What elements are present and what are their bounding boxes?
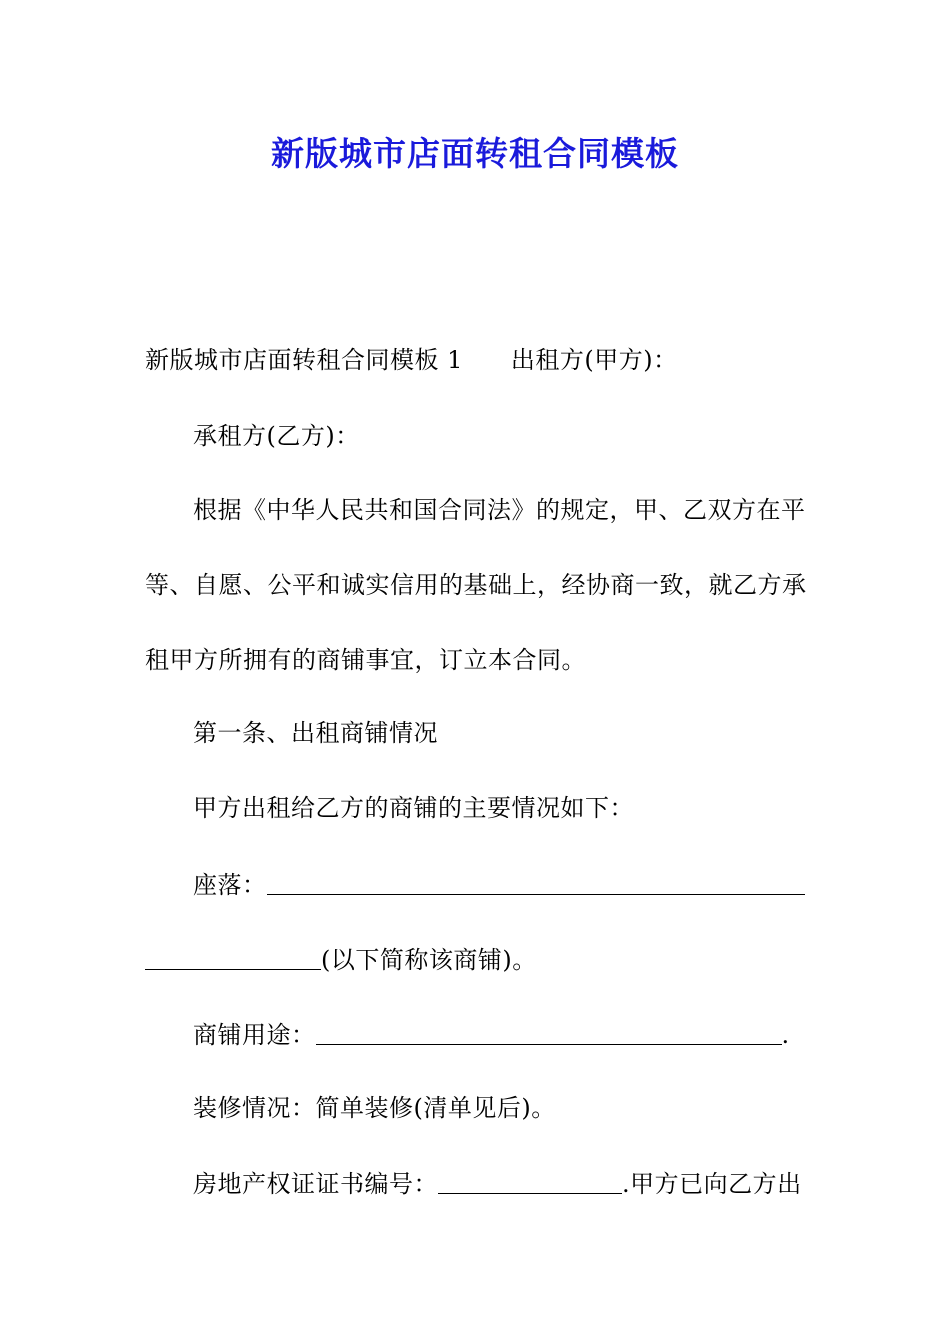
paragraph-preamble-line-3: 租甲方所拥有的商铺事宜，订立本合同。 — [145, 646, 586, 674]
location-continuation-line — [145, 943, 537, 975]
shop-situation-intro: 甲方出租给乙方的商铺的主要情况如下： — [193, 794, 634, 822]
location-blank-continued[interactable] — [145, 945, 321, 970]
location-line — [193, 868, 805, 900]
shop-usage-period: . — [781, 1021, 790, 1049]
paragraph-heading-line — [145, 345, 678, 375]
location-blank[interactable] — [267, 870, 805, 895]
lessee-label: 承租方(乙方)： — [193, 422, 360, 450]
property-certificate-tail: .甲方已向乙方出 — [622, 1170, 802, 1198]
paragraph-preamble-line-2: 等、自愿、公平和诚实信用的基础上，经协商一致，就乙方承 — [145, 571, 807, 599]
property-certificate-label: 房地产权证证书编号： — [193, 1170, 438, 1198]
lessor-label: 出租方(甲方)： — [510, 346, 678, 374]
article-one-heading: 第一条、出租商铺情况 — [193, 719, 438, 747]
location-label: 座落： — [193, 871, 267, 899]
shop-usage-blank[interactable] — [316, 1020, 782, 1045]
shop-usage-label: 商铺用途： — [193, 1021, 316, 1049]
shop-usage-line — [193, 1018, 790, 1050]
document-title: 新版城市店面转租合同模板 — [271, 134, 679, 173]
property-certificate-line — [193, 1167, 802, 1199]
template-number-text: 新版城市店面转租合同模板 1 — [145, 346, 463, 374]
decoration-status-line: 装修情况：简单装修(清单见后)。 — [193, 1094, 556, 1122]
paragraph-preamble-line-1: 根据《中华人民共和国合同法》的规定，甲、乙双方在平 — [193, 496, 806, 524]
property-certificate-blank[interactable] — [438, 1169, 622, 1194]
shop-alias-text: (以下简称该商铺)。 — [321, 946, 537, 974]
